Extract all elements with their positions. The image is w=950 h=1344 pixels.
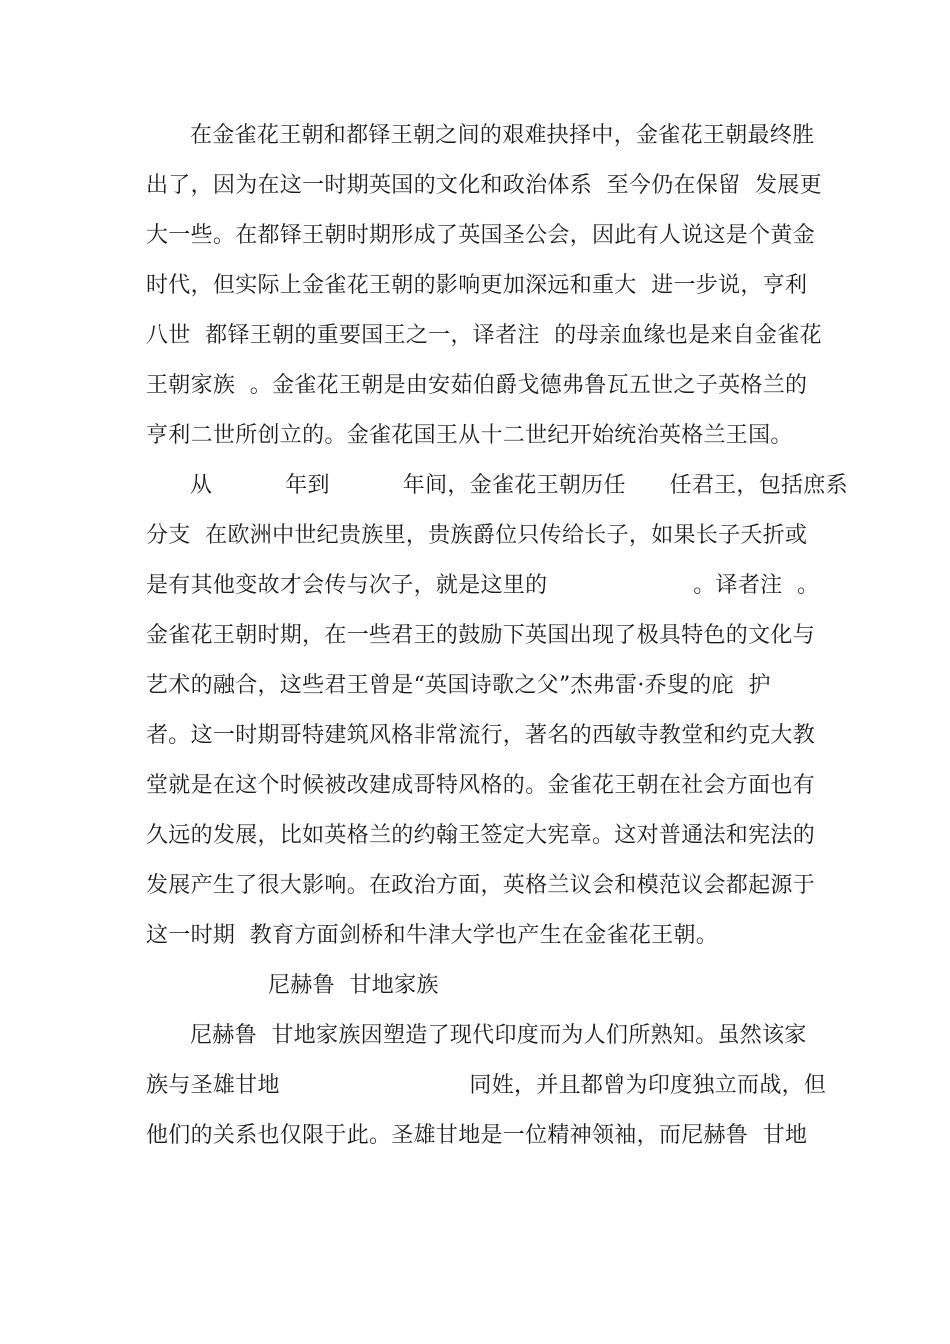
text-line: 艺术的融合，这些君王曾是“英国诗歌之父”杰弗雷·乔叟的庇 护 [146,673,771,698]
text-line: 他们的关系也仅限于此。圣雄甘地是一位精神领袖，而尼赫鲁 甘地 [146,1123,808,1148]
text-line: 王朝家族 。金雀花王朝是由安茹伯爵戈德弗鲁瓦五世之子英格兰的 [146,373,808,398]
text-line: 族与圣雄甘地 同姓，并且都曾为印度独立而战，但 [146,1073,827,1098]
text-line: 尼赫鲁 甘地家族因塑造了现代印度而为人们所熟知。虽然该家 [190,1023,807,1048]
text-line: 出了，因为在这一时期英国的文化和政治体系 至今仍在保留 发展更 [146,173,822,198]
text-line: 时代，但实际上金雀花王朝的影响更加深远和重大 进一步说，亨利 [146,273,808,298]
text-line: 亨利二世所创立的。金雀花国王从十二世纪开始统治英格兰王国。 [146,423,793,448]
section-heading: 尼赫鲁 甘地家族 [268,973,439,998]
text-line: 堂就是在这个时候被改建成哥特风格的。金雀花王朝在社会方面也有 [146,773,816,798]
text-line: 发展产生了很大影响。在政治方面，英格兰议会和模范议会都起源于 [146,873,816,898]
text-line: 八世 都铎王朝的重要国王之一，译者注 的母亲血缘也是来自金雀花 [146,323,822,348]
text-line: 在金雀花王朝和都铎王朝之间的艰难抉择中，金雀花王朝最终胜 [190,123,815,148]
text-line: 久远的发展，比如英格兰的约翰王签定大宪章。这对普通法和宪法的 [146,823,816,848]
text-line: 分支 在欧洲中世纪贵族里，贵族爵位只传给长子，如果长子夭折或 [146,523,808,548]
text-line: 从 年到 年间，金雀花王朝历任 任君王，包括庶系 [190,473,848,498]
text-line: 者。这一时期哥特建筑风格非常流行，著名的西敏寺教堂和约克大教 [146,723,816,748]
text-line: 是有其他变故才会传与次子，就是这里的 。译者注 。 [146,573,820,598]
text-line: 金雀花王朝时期，在一些君王的鼓励下英国出现了极具特色的文化与 [146,623,816,648]
text-line: 大一些。在都铎王朝时期形成了英国圣公会，因此有人说这是个黄金 [146,223,816,248]
text-line: 这一时期 教育方面剑桥和牛津大学也产生在金雀花王朝。 [146,923,719,948]
